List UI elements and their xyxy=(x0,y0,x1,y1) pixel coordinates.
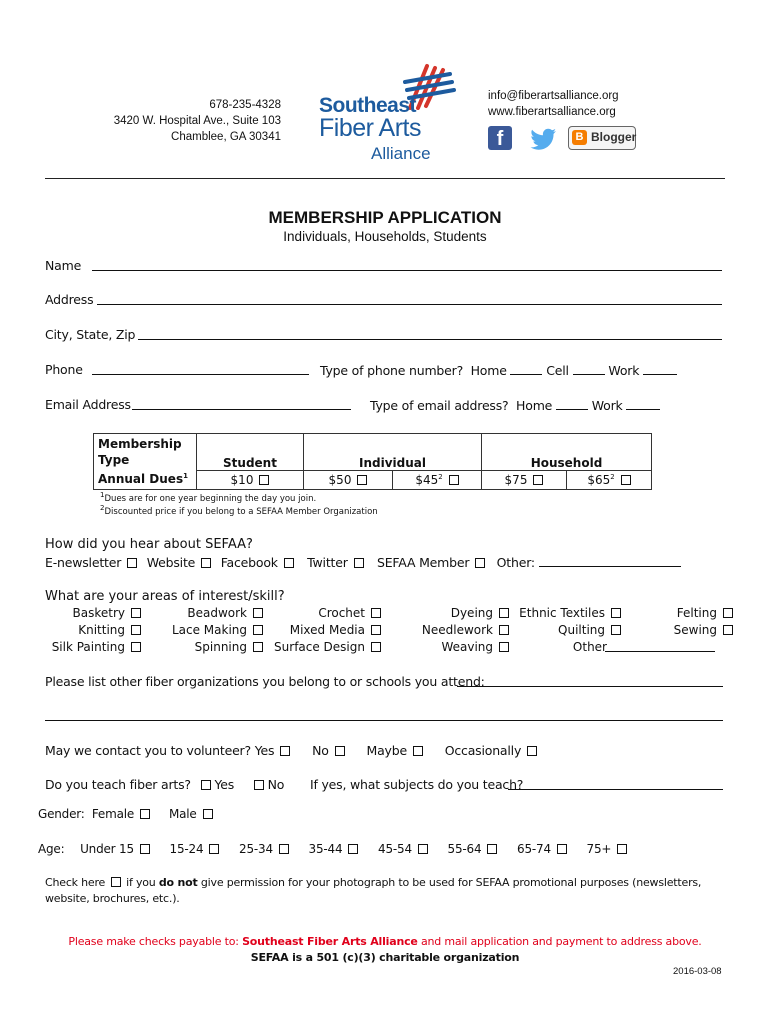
email-type-label: Type of email address? xyxy=(370,398,509,413)
phone-field[interactable] xyxy=(92,362,309,375)
gender-label: Gender: xyxy=(38,807,85,821)
individual-price-cell[interactable]: $50 xyxy=(304,471,393,490)
checkbox[interactable] xyxy=(127,558,137,568)
checkbox[interactable] xyxy=(617,844,627,854)
phone-home-label: Home xyxy=(470,363,507,378)
checkbox[interactable] xyxy=(371,625,381,635)
checkbox[interactable] xyxy=(611,625,621,635)
interest-sewing[interactable]: Sewing xyxy=(621,621,733,638)
phone-work-label: Work xyxy=(608,363,640,378)
checkbox[interactable] xyxy=(254,780,264,790)
age-75-plus[interactable]: 75+ xyxy=(587,842,628,856)
orgs-field[interactable] xyxy=(457,674,723,687)
checkbox[interactable] xyxy=(418,844,428,854)
student-checkbox[interactable] xyxy=(259,475,269,485)
checkbox[interactable] xyxy=(499,608,509,618)
blogger-button[interactable] xyxy=(568,126,636,150)
checkbox[interactable] xyxy=(131,642,141,652)
phone-cell-field[interactable] xyxy=(573,362,605,375)
age-55-64[interactable]: 55-64 xyxy=(448,842,498,856)
checkbox[interactable] xyxy=(611,608,621,618)
header-divider xyxy=(45,178,725,179)
email-work-label: Work xyxy=(591,398,623,413)
checkbox[interactable] xyxy=(499,642,509,652)
household-discount-cell[interactable]: $\$65^2$ xyxy=(567,471,652,490)
email-type xyxy=(370,397,660,413)
address-row xyxy=(45,292,725,307)
checkbox[interactable] xyxy=(557,844,567,854)
age-15-24[interactable]: 15-24 xyxy=(170,842,220,856)
age-label: Age: xyxy=(38,842,65,856)
hear-facebook[interactable]: Facebook xyxy=(221,555,294,570)
interest-other-cell[interactable] xyxy=(621,638,733,655)
interest-other: Other xyxy=(572,639,607,654)
checkbox[interactable] xyxy=(140,809,150,819)
gender-male[interactable]: Male xyxy=(169,807,213,821)
checkbox[interactable] xyxy=(335,746,345,756)
city-label: City, State, Zip xyxy=(45,327,136,342)
age-35-44[interactable]: 35-44 xyxy=(309,842,359,856)
email-label: Email Address xyxy=(45,397,131,412)
email-row xyxy=(45,397,725,412)
interest-beadwork[interactable]: Beadwork xyxy=(141,604,263,621)
email-home-label: Home xyxy=(516,398,553,413)
hear-twitter[interactable]: Twitter xyxy=(307,555,364,570)
org-website[interactable]: www.fiberartsalliance.org xyxy=(488,106,616,118)
checkbox[interactable] xyxy=(499,625,509,635)
city-field[interactable] xyxy=(138,327,722,340)
checkbox[interactable] xyxy=(475,558,485,568)
teach-no[interactable]: No xyxy=(248,777,284,792)
checkbox[interactable] xyxy=(201,558,211,568)
interest-needlework[interactable]: Needlework xyxy=(381,621,509,638)
household-checkbox[interactable] xyxy=(533,475,543,485)
checkbox[interactable] xyxy=(723,625,733,635)
logo-southeast: Southeast xyxy=(319,94,417,117)
page-subtitle: Individuals, Households, Students xyxy=(283,229,487,244)
logo-alliance: Alliance xyxy=(371,144,431,163)
checkbox[interactable] xyxy=(131,608,141,618)
phone-home-field[interactable] xyxy=(510,362,542,375)
interest-other-field[interactable] xyxy=(605,639,715,652)
hear-other-field[interactable] xyxy=(539,554,681,567)
hear-website[interactable]: Website xyxy=(147,555,211,570)
phone-type xyxy=(320,362,677,378)
facebook-icon[interactable]: f xyxy=(488,126,512,150)
dues-type-label: Type xyxy=(98,453,130,467)
hear-sefaa-member[interactable]: SEFAA Member xyxy=(377,555,485,570)
interest-ethnic-textiles[interactable]: Ethnic Textiles xyxy=(509,604,621,621)
household-header: Household xyxy=(482,434,652,471)
volunteer-question: May we contact you to volunteer? xyxy=(45,743,251,758)
orgs-question: Please list other fiber organizations you belong to or schools you attend: xyxy=(45,674,485,689)
org-contact xyxy=(488,88,619,120)
address-label: Address xyxy=(45,292,94,307)
interests-question: What are your areas of interest/skill? xyxy=(45,589,285,604)
interest-quilting[interactable]: Quilting xyxy=(509,621,621,638)
footnote-2: $^2$Discounted price if you belong to a SEFAA Member Organization xyxy=(100,503,378,517)
checkbox[interactable] xyxy=(284,558,294,568)
teach-subjects-field[interactable] xyxy=(508,777,723,790)
volunteer-occasionally[interactable]: Occasionally xyxy=(445,743,537,758)
phone-type-label: Type of phone number? xyxy=(320,363,464,378)
age-under-15[interactable]: Under 15 xyxy=(80,842,150,856)
checkbox[interactable] xyxy=(209,844,219,854)
checkbox[interactable] xyxy=(280,746,290,756)
hear-question: How did you hear about SEFAA? xyxy=(45,537,253,552)
interests-grid xyxy=(45,604,733,655)
blogger-label: Blogger xyxy=(591,130,637,144)
checkbox[interactable] xyxy=(203,809,213,819)
volunteer-yes[interactable]: Yes xyxy=(255,743,291,758)
hear-enewsletter[interactable]: E-newsletter xyxy=(45,555,137,570)
checkbox[interactable] xyxy=(371,608,381,618)
teach-yes[interactable]: Yes xyxy=(195,777,234,792)
interest-weaving[interactable]: Weaving xyxy=(381,638,509,655)
interest-dyeing[interactable]: Dyeing xyxy=(381,604,509,621)
name-label: Name xyxy=(45,258,82,273)
checkbox[interactable] xyxy=(253,608,263,618)
checkbox[interactable] xyxy=(140,844,150,854)
teach-row xyxy=(45,777,725,792)
age-25-34[interactable]: 25-34 xyxy=(239,842,289,856)
email-home-field[interactable] xyxy=(556,397,588,410)
orgs-field-2[interactable] xyxy=(45,720,723,721)
checkbox[interactable] xyxy=(279,844,289,854)
twitter-icon[interactable] xyxy=(528,128,558,150)
name-field[interactable] xyxy=(92,258,722,271)
org-email[interactable]: info@fiberartsalliance.org xyxy=(488,90,619,102)
individual-discount-checkbox[interactable] xyxy=(449,475,459,485)
household-discount-checkbox[interactable] xyxy=(621,475,631,485)
checkbox[interactable] xyxy=(354,558,364,568)
hear-options xyxy=(45,554,681,570)
logo xyxy=(315,60,460,168)
age-row xyxy=(38,842,627,856)
blogger-icon: B xyxy=(572,130,587,145)
interest-spinning[interactable]: Spinning xyxy=(141,638,263,655)
checkbox[interactable] xyxy=(527,746,537,756)
city-row xyxy=(45,327,725,342)
dues-annual-label: Annual Dues$^1$ xyxy=(98,472,188,486)
org-street: 3420 W. Hospital Ave., Suite 103 xyxy=(113,115,281,127)
address-field[interactable] xyxy=(97,292,722,305)
checkbox[interactable] xyxy=(413,746,423,756)
gender-row xyxy=(38,807,213,821)
age-65-74[interactable]: 65-74 xyxy=(517,842,567,856)
checks-notice: Please make checks payable to: Southeast Fiber Arts Alliance and mail application and payment to address above. xyxy=(68,935,702,948)
age-45-54[interactable]: 45-54 xyxy=(378,842,428,856)
name-row xyxy=(45,258,725,273)
checkbox[interactable] xyxy=(201,780,211,790)
individual-checkbox[interactable] xyxy=(357,475,367,485)
logo-fiber-arts: Fiber Arts xyxy=(319,114,421,142)
interest-knitting[interactable]: Knitting xyxy=(45,621,141,638)
interest-crochet[interactable]: Crochet xyxy=(263,604,381,621)
teach-question: Do you teach fiber arts? xyxy=(45,777,191,792)
checkbox[interactable] xyxy=(371,642,381,652)
org-phone: 678-235-4328 xyxy=(209,99,281,111)
dues-membership-label: Membership xyxy=(98,437,182,451)
interest-silk-painting[interactable]: Silk Painting xyxy=(45,638,141,655)
gender-female[interactable]: Female xyxy=(92,807,150,821)
dues-header-cell xyxy=(94,434,197,490)
interest-lace-making[interactable]: Lace Making xyxy=(141,621,263,638)
phone-row xyxy=(45,362,725,377)
charity-notice: SEFAA is a 501 (c)(3) charitable organization xyxy=(250,951,520,964)
teach-subjects-label: If yes, what subjects do you teach? xyxy=(309,777,524,792)
checkbox[interactable] xyxy=(253,625,263,635)
dues-table xyxy=(93,433,652,490)
form-date: 2016-03-08 xyxy=(673,966,722,977)
photo-checkbox[interactable] xyxy=(111,877,121,887)
email-work-field[interactable] xyxy=(626,397,660,410)
checkbox[interactable] xyxy=(253,642,263,652)
student-header: Student xyxy=(197,434,304,471)
orgs-row xyxy=(45,674,725,689)
checkbox[interactable] xyxy=(487,844,497,854)
page-title: MEMBERSHIP APPLICATION xyxy=(268,208,502,227)
volunteer-no[interactable]: No xyxy=(312,743,345,758)
checkbox[interactable] xyxy=(348,844,358,854)
photo-permission: Check here if you do not give permission for your photograph to be used for SEFAA promotional purposes (newsletters, website, brochures, etc.). xyxy=(45,876,702,905)
household-price-cell[interactable]: $75 xyxy=(482,471,567,490)
student-price-cell[interactable]: $10 xyxy=(197,471,304,490)
org-address xyxy=(110,97,281,145)
individual-discount-cell[interactable]: $\$45^2$ xyxy=(393,471,482,490)
org-city: Chamblee, GA 30341 xyxy=(171,131,281,143)
interest-mixed-media[interactable]: Mixed Media xyxy=(263,621,381,638)
interest-surface-design[interactable]: Surface Design xyxy=(263,638,381,655)
phone-cell-label: Cell xyxy=(546,363,569,378)
volunteer-maybe[interactable]: Maybe xyxy=(366,743,422,758)
checkbox[interactable] xyxy=(723,608,733,618)
interest-basketry[interactable]: Basketry xyxy=(45,604,141,621)
volunteer-row xyxy=(45,743,537,758)
footnote-1: $^1$Dues are for one year beginning the day you join. xyxy=(100,490,317,504)
checkbox[interactable] xyxy=(131,625,141,635)
individual-header: Individual xyxy=(304,434,482,471)
phone-label: Phone xyxy=(45,362,83,377)
hear-other[interactable]: Other: xyxy=(497,555,681,570)
email-field[interactable] xyxy=(132,397,351,410)
phone-work-field[interactable] xyxy=(643,362,677,375)
interest-felting[interactable]: Felting xyxy=(621,604,733,621)
